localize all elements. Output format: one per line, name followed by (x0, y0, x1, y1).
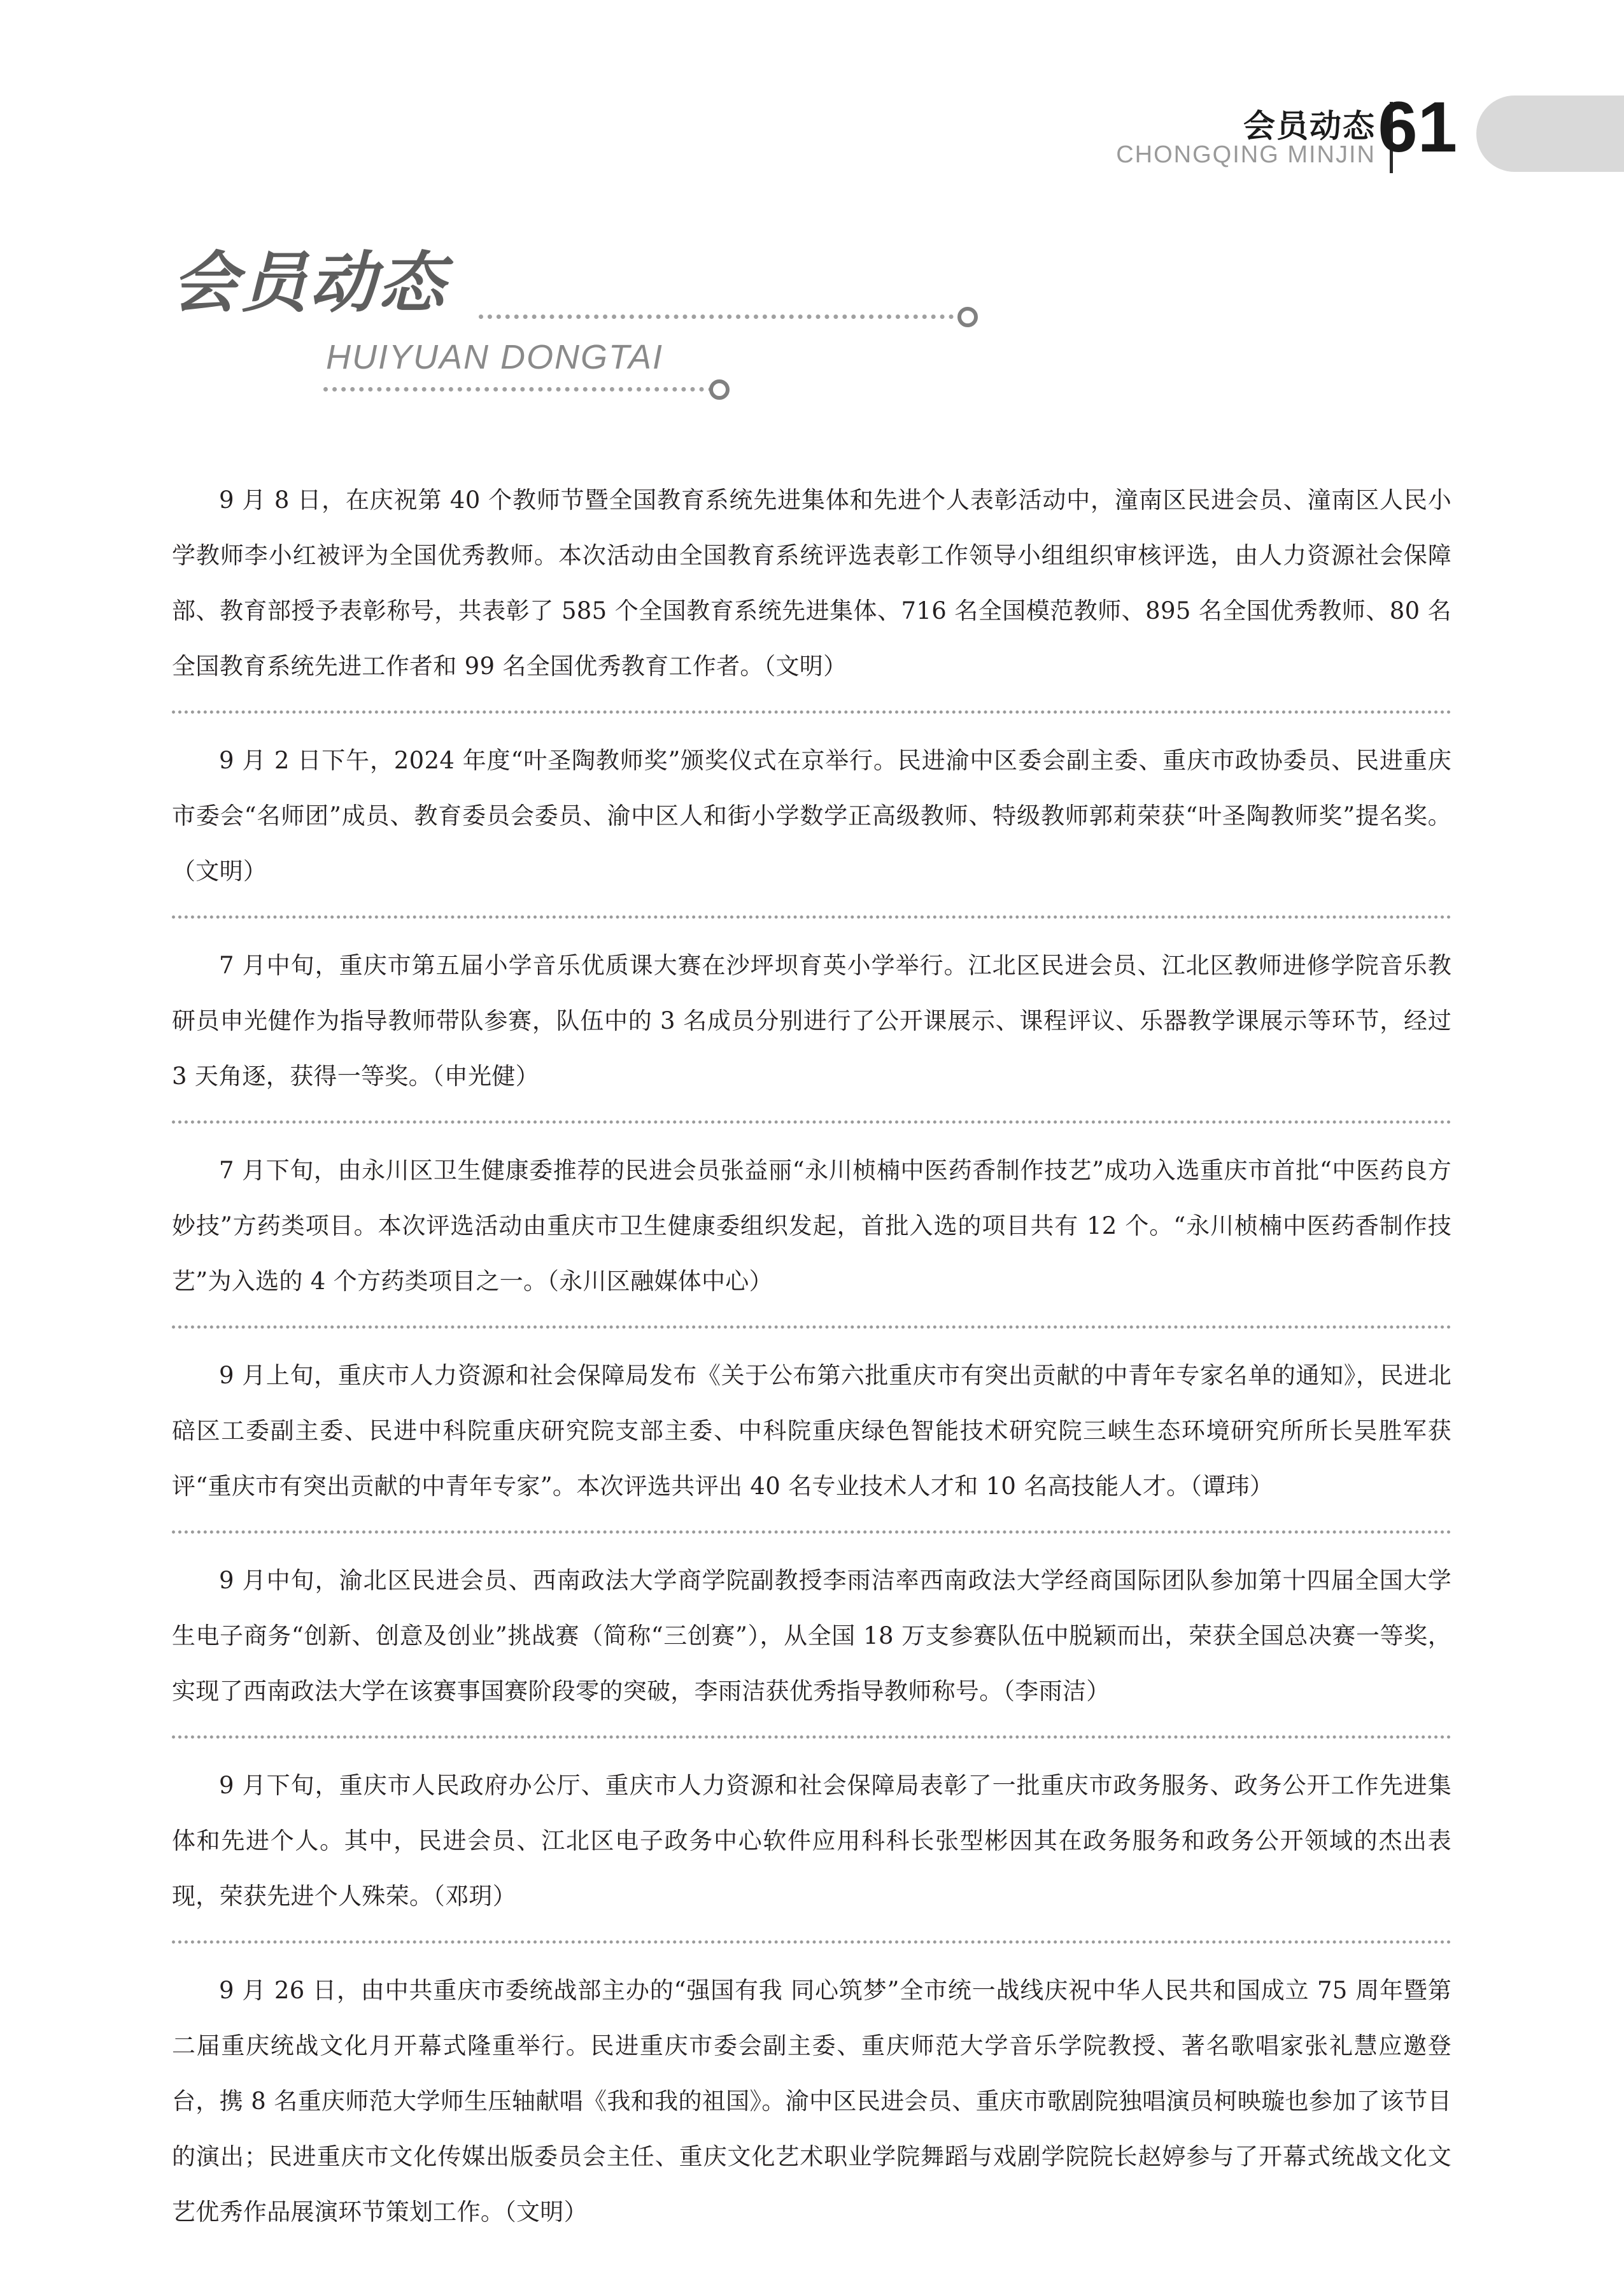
running-header-section: 会员动态 (1243, 108, 1376, 145)
running-header-subtitle: CHONGQING MINJIN (1116, 141, 1376, 168)
news-list (172, 471, 1451, 2274)
ring-icon (709, 379, 730, 400)
news-item (172, 1756, 1451, 1944)
section-pinyin: HUIYUAN DONGTAI (326, 338, 664, 376)
news-item (172, 936, 1451, 1124)
news-item-text: 9 月 2 日下午，2024 年度“叶圣陶教师奖”颁奖仪式在京举行。民进渝中区委会副主委、重庆市政协委员、民进重庆市委会“名师团”成员、教育委员会委员、渝中区人和街小学数学正高级教师、特级教师郭莉荣获“叶圣陶教师奖”提名奖。（文明） (172, 747, 1451, 885)
news-item-text: 9 月中旬，渝北区民进会员、西南政法大学商学院副教授李雨洁率西南政法大学经商国际团队参加第十四届全国大学生电子商务“创新、创意及创业”挑战赛（简称“三创赛”），从全国 18 万支参赛队伍中脱颖而出，荣获全国总决赛一等奖，实现了西南政法大学在该赛事国赛阶段零的突破，李雨洁获优秀指导教师称号。（李雨洁） (172, 1567, 1451, 1705)
page-number: 61 (1378, 87, 1457, 167)
news-item-text: 9 月 26 日，由中共重庆市委统战部主办的“强国有我 同心筑梦”全市统一战线庆祝中华人民共和国成立 75 周年暨第二届重庆统战文化月开幕式隆重举行。民进重庆市委会副主委、重庆师范大学音乐学院教授、著名歌唱家张礼慧应邀登台，携 8 名重庆师范大学师生压轴献唱《我和我的祖国》。渝中区民进会员、重庆市歌剧院独唱演员柯映璇也参加了该节目的演出；民进重庆市文化传媒出版委员会主任、重庆文化艺术职业学院舞蹈与戏剧学院院长赵婷参与了开幕式统战文化文艺优秀作品展演环节策划工作。（文明） (172, 1977, 1451, 2226)
news-item-text: 9 月上旬，重庆市人力资源和社会保障局发布《关于公布第六批重庆市有突出贡献的中青年专家名单的通知》，民进北碚区工委副主委、民进中科院重庆研究院支部主委、中科院重庆绿色智能技术研究院三峡生态环境研究所所长吴胜军获评“重庆市有突出贡献的中青年专家”。本次评选共评出 40 名专业技术人才和 10 名高技能人才。（谭玮） (172, 1362, 1451, 1500)
news-item (172, 471, 1451, 714)
ring-icon (957, 307, 978, 327)
pinyin-dotted-rule (323, 387, 713, 392)
news-item-text: 7 月下旬，由永川区卫生健康委推荐的民进会员张益丽“永川桢楠中医药香制作技艺”成功入选重庆市首批“中医药良方妙技”方药类项目。本次评选活动由重庆市卫生健康委组织发起，首批入选的项目共有 12 个。“永川桢楠中医药香制作技艺”为入选的 4 个方药类项目之一。（永川区融媒体中心） (172, 1157, 1451, 1295)
section-title: 会员动态 (172, 244, 448, 321)
title-dotted-rule (479, 314, 963, 319)
news-item (172, 731, 1451, 919)
news-item-text: 9 月 8 日，在庆祝第 40 个教师节暨全国教育系统先进集体和先进个人表彰活动中，潼南区民进会员、潼南区人民小学教师李小红被评为全国优秀教师。本次活动由全国教育系统评选表彰工作领导小组组织审核评选，由人力资源社会保障部、教育部授予表彰称号，共表彰了 585 个全国教育系统先进集体、716 名全国模范教师、895 名全国优秀教师、80 名全国教育系统先进工作者和 99 名全国优秀教育工作者。（文明） (172, 486, 1451, 680)
news-item (172, 1141, 1451, 1329)
news-item-text: 9 月下旬，重庆市人民政府办公厅、重庆市人力资源和社会保障局表彰了一批重庆市政务服务、政务公开工作先进集体和先进个人。其中，民进会员、江北区电子政务中心软件应用科科长张型彬因其在政务服务和政务公开领域的杰出表现，荣获先进个人殊荣。（邓玥） (172, 1772, 1451, 1910)
news-item-text: 7 月中旬，重庆市第五届小学音乐优质课大赛在沙坪坝育英小学举行。江北区民进会员、江北区教师进修学院音乐教研员申光健作为指导教师带队参赛，队伍中的 3 名成员分别进行了公开课展示、课程评议、乐器教学课展示等环节，经过 3 天角逐，获得一等奖。（申光健） (172, 952, 1451, 1090)
news-item (172, 1961, 1451, 2256)
news-item (172, 1346, 1451, 1534)
page-tab-decoration (1476, 95, 1624, 172)
news-item (172, 1551, 1451, 1739)
